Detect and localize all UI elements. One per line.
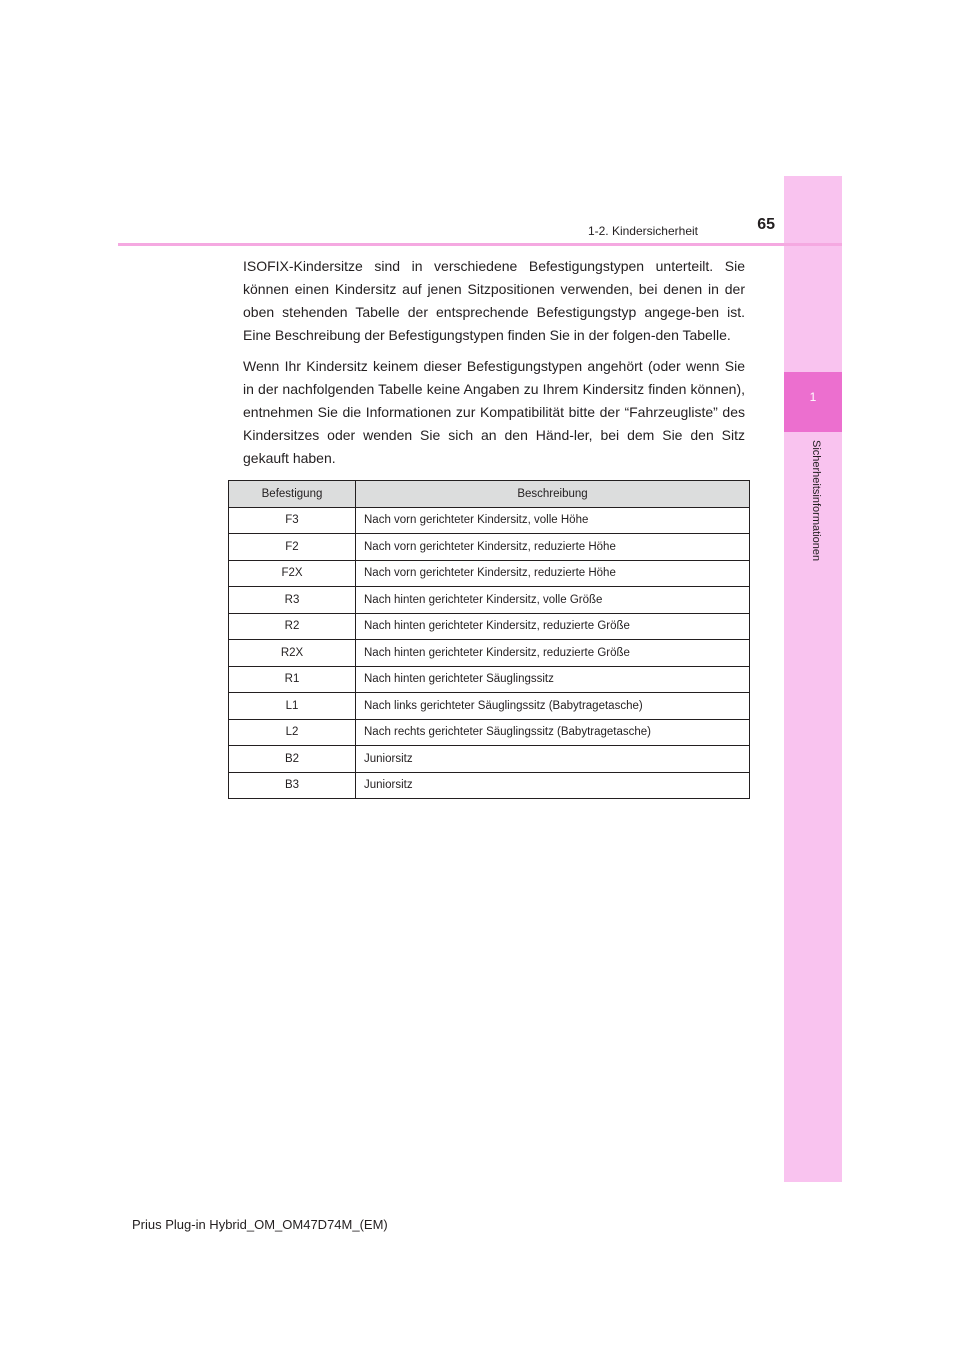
- chapter-number: 1: [809, 390, 817, 404]
- column-header-beschreibung: Beschreibung: [356, 481, 750, 508]
- table-cell-description: Nach vorn gerichteter Kindersitz, reduzierte Höhe: [356, 560, 750, 587]
- table-row: [229, 719, 750, 746]
- table-cell-description: Juniorsitz: [356, 746, 750, 773]
- chapter-side-tab: [784, 176, 842, 1182]
- table-cell-description: Nach vorn gerichteter Kindersitz, reduzierte Höhe: [356, 534, 750, 561]
- document-footer: Prius Plug-in Hybrid_OM_OM47D74M_(EM): [132, 1217, 388, 1232]
- table-cell-code: R2X: [229, 640, 356, 667]
- table-row: [229, 587, 750, 614]
- table-cell-code: B3: [229, 772, 356, 799]
- table-cell-code: L1: [229, 693, 356, 720]
- table-row: [229, 640, 750, 667]
- table-row: [229, 666, 750, 693]
- table-row: [229, 746, 750, 773]
- table-header-row: [229, 481, 750, 508]
- table-cell-code: R2: [229, 613, 356, 640]
- table-cell-code: F2X: [229, 560, 356, 587]
- table-cell-description: Nach hinten gerichteter Kindersitz, volle Größe: [356, 587, 750, 614]
- table-cell-description: Nach hinten gerichteter Säuglingssitz: [356, 666, 750, 693]
- table-row: [229, 772, 750, 799]
- paragraph: ISOFIX-Kindersitze sind in verschiedene Befestigungstypen unterteilt. Sie können einen Kindersitz auf jenen Sitzpositionen verwenden, bei denen in der oben stehenden Tabelle der entsprechende Befestigungstyp angege-ben ist. Eine Beschreibung der Befestigungstypen finden Sie in der folgen-den Tabelle.: [243, 258, 745, 343]
- table-cell-description: Nach hinten gerichteter Kindersitz, reduzierte Größe: [356, 640, 750, 667]
- table-cell-description: Nach vorn gerichteter Kindersitz, volle Höhe: [356, 507, 750, 534]
- table-row: [229, 507, 750, 534]
- page-number: 65: [757, 216, 775, 233]
- table-cell-description: Nach links gerichteter Säuglingssitz (Babytragetasche): [356, 693, 750, 720]
- paragraph: Wenn Ihr Kindersitz keinem dieser Befestigungstypen angehört (oder wenn Sie in der nachfolgenden Tabelle keine Angaben zu Ihrem Kindersitz finden können), entnehmen Sie die Informationen zur Kompatibilität bitte der “Fahrzeugliste” des Kindersitzes oder wenden Sie sich an den Händ-ler, bei dem Sie den Sitz gekauft haben.: [243, 358, 745, 466]
- table-cell-code: L2: [229, 719, 356, 746]
- table-cell-code: R1: [229, 666, 356, 693]
- table-cell-description: Nach hinten gerichteter Kindersitz, reduzierte Größe: [356, 613, 750, 640]
- table-cell-description: Juniorsitz: [356, 772, 750, 799]
- table-cell-code: B2: [229, 746, 356, 773]
- table-row: [229, 613, 750, 640]
- table-cell-code: F3: [229, 507, 356, 534]
- table-row: [229, 534, 750, 561]
- fixation-type-table: [228, 480, 750, 799]
- table-row: [229, 693, 750, 720]
- table-cell-description: Nach rechts gerichteter Säuglingssitz (Babytragetasche): [356, 719, 750, 746]
- table-cell-code: R3: [229, 587, 356, 614]
- section-label: 1-2. Kindersicherheit: [587, 224, 698, 238]
- column-header-befestigung: Befestigung: [229, 481, 356, 508]
- body-text: [243, 255, 745, 478]
- table-cell-code: F2: [229, 534, 356, 561]
- table-row: [229, 560, 750, 587]
- header-divider: [118, 243, 842, 246]
- chapter-title: Sicherheitsinformationen: [810, 440, 822, 562]
